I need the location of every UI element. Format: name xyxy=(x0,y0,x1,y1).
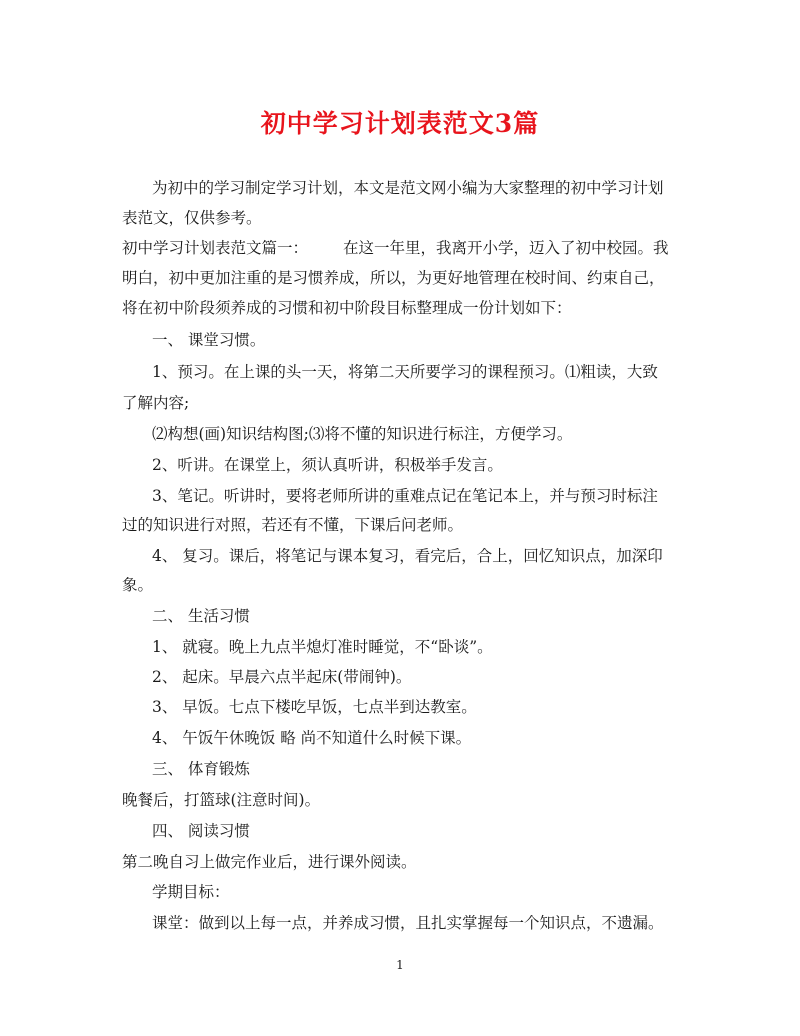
life-item-4: 4、 午饭午休晚饭 略 尚不知道什么时候下课。 xyxy=(152,729,472,747)
sample1-text: 在这一年里，我离开小学，迈入了初中校园。我 xyxy=(343,239,669,257)
life-item-2: 2、 起床。早晨六点半起床(带闹钟)。 xyxy=(152,668,412,686)
goal-classroom: 课堂：做到以上每一点，并养成习惯，且扎实掌握每一个知识点，不遗漏。 xyxy=(152,914,664,932)
paragraph1-line-2: 明白，初中更加注重的是习惯养成，所以，为更好地管理在校时间、约束自己， xyxy=(122,269,665,287)
list-item-3-line-1: 3、笔记。听讲时，要将老师所讲的重难点记在笔记本上，并与预习时标注 xyxy=(152,487,658,505)
document-title: 初中学习计划表范文3篇 xyxy=(260,109,540,138)
list-item-1-line-3: ⑵构想(画)知识结构图;⑶将不懂的知识进行标注，方便学习。 xyxy=(152,425,573,443)
reading-text: 第二晚自习上做完作业后，进行课外阅读。 xyxy=(122,853,417,871)
intro-line-1: 为初中的学习制定学习计划，本文是范文网小编为大家整理的初中学习计划 xyxy=(152,179,664,197)
life-item-1: 1、 就寝。晚上九点半熄灯准时睡觉，不“卧谈”。 xyxy=(152,638,493,656)
list-item-2: 2、听讲。在课堂上，须认真听讲，积极举手发言。 xyxy=(152,456,503,474)
section-heading-4: 四、 阅读习惯 xyxy=(152,822,250,840)
section-heading-3: 三、 体育锻炼 xyxy=(152,760,250,778)
list-item-1-line-1: 1、预习。在上课的头一天，将第二天所要学习的课程预习。⑴粗读，大致 xyxy=(152,363,658,381)
paragraph1-line-3: 将在初中阶段须养成的习惯和初中阶段目标整理成一份计划如下： xyxy=(122,299,572,317)
sport-text: 晚餐后，打篮球(注意时间)。 xyxy=(122,791,321,809)
list-item-4-line-2: 象。 xyxy=(122,576,154,594)
sample1-label: 初中学习计划表范文篇一： xyxy=(122,239,309,257)
intro-line-2: 表范文，仅供参考。 xyxy=(122,209,262,227)
list-item-4-line-1: 4、 复习。课后，将笔记与课本复习，看完后，合上，回忆知识点，加深印 xyxy=(152,547,663,565)
life-item-3: 3、 早饭。七点下楼吃早饭，七点半到达教室。 xyxy=(152,698,477,716)
goal-label: 学期目标： xyxy=(152,883,230,901)
list-item-1-line-2: 了解内容; xyxy=(122,394,190,412)
page-number: 1 xyxy=(396,958,404,972)
section-heading-2: 二、 生活习惯 xyxy=(152,607,250,625)
list-item-3-line-2: 过的知识进行对照，若还有不懂，下课后问老师。 xyxy=(122,516,464,534)
section-heading-1: 一、 课堂习惯。 xyxy=(152,331,266,349)
